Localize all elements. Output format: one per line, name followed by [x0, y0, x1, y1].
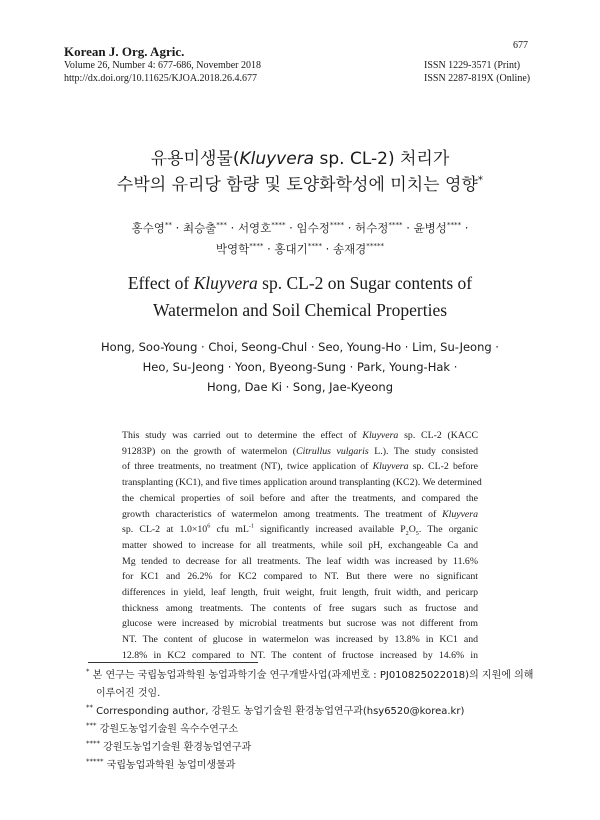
journal-volume-line: Volume 26, Number 4: 677-686, November 2018 [64, 60, 262, 71]
english-title [0, 270, 600, 324]
footnote-divider [88, 662, 258, 663]
english-authors-line-2: Heo, Su-Jeong · Yoon, Byeong-Sung · Park, Young-Hak · [142, 360, 458, 374]
footnote-funding-cont: 이루어진 것임. [96, 688, 161, 699]
abstract-line: growth characteristics of watermelon among treatments. The treatment of Kluyvera [122, 508, 478, 520]
korean-author-name: 홍대기 [274, 242, 308, 256]
abstract-line: transplanting (KC1), and five times application around transplanting (KC2). We determined [122, 477, 482, 489]
english-title-species: Kluyvera [193, 273, 258, 293]
abstract-line: differences in yield, leaf length, fruit weight, fruit length, fruit width, and pericarp [122, 587, 478, 599]
english-title-text: Effect of [127, 273, 194, 293]
issn-print: ISSN 1229-3571 (Print) [424, 60, 521, 71]
abstract-line: 12.8% in KC2 compared to NT. The content of fructose increased by 14.6% in [122, 649, 478, 661]
korean-author-name: 서영호 [237, 221, 272, 235]
korean-title-line-2 [0, 172, 600, 198]
abstract-line: glucose were increased by microbial treatments but sucrose was not different from [122, 618, 478, 630]
author-separator: · [263, 242, 275, 256]
abstract-line: of three treatments, no treatment (NT), twice application of Kluyvera sp. CL-2 before [122, 461, 478, 473]
abstract-line: This study was carried out to determine the effect of Kluyvera sp. CL-2 (KACC [122, 430, 479, 441]
footnote-mark: **** [329, 220, 345, 230]
korean-author-name: 최승출 [182, 221, 217, 235]
footnote-mark: **** [271, 220, 286, 230]
footnote-affiliation-corn-institute: *** 강원도농업기술원 옥수수연구소 [86, 721, 239, 735]
footnote-mark: ***** [366, 241, 385, 251]
abstract-line: the chemical properties of soil before and after the treatments, and compared the [122, 492, 478, 504]
author-separator: · [461, 221, 469, 235]
footnote-mark: **** [388, 220, 403, 230]
footnote-mark: * [86, 667, 90, 676]
journal-name: Korean J. Org. Agric. [64, 44, 185, 59]
korean-authors-line-1 [0, 218, 600, 239]
footnote-mark: ***** [86, 757, 104, 766]
footnote-mark: **** [86, 739, 100, 748]
english-authors [0, 337, 600, 397]
english-authors-line-3: Hong, Dae Ki · Song, Jae-Kyeong [206, 380, 394, 394]
footnote-affiliation-environment: **** 강원도농업기술원 환경농업연구과 [86, 739, 252, 753]
korean-author-name: 임수정 [296, 221, 330, 235]
korean-title-text: 수박의 유리당 함량 및 토양화학성에 미치는 영향 [116, 175, 478, 195]
korean-title-text: sp. CL-2) 처리가 [314, 149, 450, 169]
korean-title-species: Kluyvera [239, 149, 315, 169]
korean-author-name: 홍수영 [131, 221, 165, 235]
abstract [122, 428, 482, 664]
footnote-funding: * 본 연구는 국립농업과학원 농업과학기술 연구개발사업(과제번호 : PJ010825022018)의 지원에 의해 [86, 667, 534, 681]
footnote-mark: **** [307, 241, 322, 251]
footnote-mark: ** [164, 220, 172, 230]
footnote-mark: ** [86, 703, 93, 712]
issn-online: ISSN 2287-819X (Online) [424, 73, 531, 84]
journal-doi[interactable]: http://dx.doi.org/10.11625/KJOA.2018.26.4.677 [64, 73, 258, 84]
footnotes [86, 667, 536, 775]
korean-title-text: 유용미생물( [150, 149, 240, 169]
footnote-affiliation-microbiology: ***** 국립농업과학원 농업미생물과 [86, 757, 236, 771]
korean-author-name: 박영학 [215, 242, 250, 256]
abstract-line: Mg tended to decrease for all treatments. The leaf width was increased by 11.6% [122, 555, 478, 567]
korean-author-name: 송재경 [332, 242, 367, 256]
author-separator: · [322, 242, 333, 256]
footnote-mark: **** [249, 241, 264, 251]
abstract-line: for KC1 and 26.2% for KC2 compared to NT. But there were no significant [122, 571, 478, 583]
english-title-line-1 [0, 270, 600, 297]
footnote-mark: *** [86, 721, 97, 730]
abstract-line: NT. The content of glucose in watermelon was increased by 13.8% in KC1 and [122, 634, 478, 646]
abstract-line: matter showed to increase for all treatments, while soil pH, exchangeable Ca and [122, 539, 478, 551]
author-separator: · [344, 221, 356, 235]
english-title-text: sp. CL-2 on Sugar contents of [257, 273, 473, 293]
footnote-mark: * [477, 174, 484, 187]
author-separator: · [171, 221, 183, 235]
english-authors-line-1: Hong, Soo-Young · Choi, Seong-Chul · Seo, Young-Ho · Lim, Su-Jeong · [101, 340, 499, 354]
author-separator: · [226, 221, 238, 235]
korean-title [0, 146, 600, 198]
abstract-line: 91283P) on the growth of watermelon (Citrullus vulgaris L.). The study consisted [122, 445, 479, 457]
author-separator: · [285, 221, 297, 235]
footnote-corresponding-author: ** Corresponding author, 강원도 농업기술원 환경농업연구과(hsy6520@korea.kr) [86, 703, 465, 717]
korean-title-line-1 [0, 146, 600, 172]
footnote-mark: **** [446, 220, 462, 230]
abstract-line: thickness among treatments. The contents of free sugars such as fructose and [122, 602, 478, 614]
footnote-mark: *** [216, 220, 227, 230]
english-title-line-2: Watermelon and Soil Chemical Properties [152, 300, 448, 320]
abstract-line: sp. CL-2 at $1.0\times 10^6$ cfu $mL^{-1}$ significantly increased available $P_2O_5$. The organic [122, 523, 479, 538]
korean-authors-line-2 [0, 239, 600, 260]
korean-authors [0, 218, 600, 260]
author-separator: · [402, 221, 414, 235]
korean-author-name: 윤병성 [413, 221, 447, 235]
page-number: 677 [513, 40, 528, 51]
korean-author-name: 허수정 [355, 221, 389, 235]
